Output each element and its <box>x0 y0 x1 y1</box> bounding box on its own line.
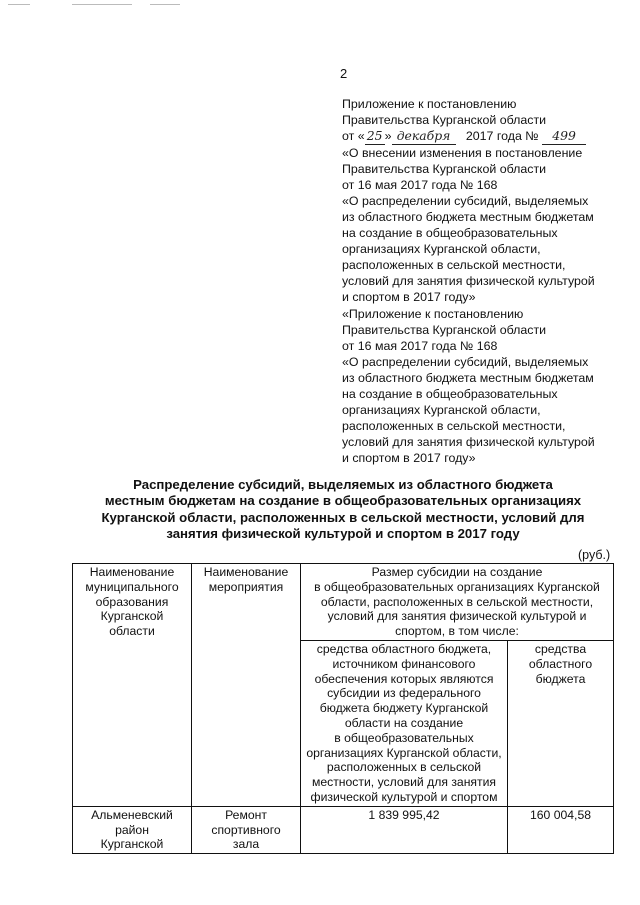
appendix-line: расположенных в сельской местности, <box>342 419 566 433</box>
appendix-line: «О внесении изменения в постановление <box>342 146 583 160</box>
handwritten-month: декабря <box>392 128 456 145</box>
appendix-line: расположенных в сельской местности, <box>342 258 566 272</box>
table-row <box>73 806 614 853</box>
table-header-row <box>73 564 614 641</box>
cell-federal-amount: 1 839 995,42 <box>301 806 508 853</box>
appendix-line: из областного бюджета местным бюджетам <box>342 371 594 385</box>
appendix-header-original <box>342 306 632 466</box>
appendix-line: Правительства Курганской области <box>342 323 547 337</box>
appendix-line: и спортом в 2017 году» <box>342 290 476 304</box>
appendix-line: и спортом в 2017 году» <box>342 451 476 465</box>
header-subsidy-size: Размер субсидии на создание в общеобразовательных организациях Курганской области, расположенных в сельской местности, условий для занятия физической культурой и спортом, в том числе: <box>301 564 614 641</box>
appendix-line: организациях Курганской области, <box>342 242 541 256</box>
document-title <box>60 477 626 543</box>
appendix-line: условий для занятия физической культурой <box>342 274 595 288</box>
appendix-line: от 16 мая 2017 года № 168 <box>342 178 498 192</box>
appendix-line: из областного бюджета местным бюджетам <box>342 210 594 224</box>
header-municipality: Наименование муниципального образования Курганской области <box>73 564 192 807</box>
currency-unit: (руб.) <box>578 548 611 562</box>
appendix-line: на создание в общеобразовательных <box>342 226 558 240</box>
appendix-line: Приложение к постановлению <box>342 97 517 111</box>
header-activity: Наименование мероприятия <box>192 564 301 807</box>
appendix-line: от 16 мая 2017 года № 168 <box>342 339 498 353</box>
appendix-date-line: от « 25 » декабря 2017 года № 499 <box>342 128 632 145</box>
scan-artifact <box>8 4 30 5</box>
scan-artifact <box>72 4 132 5</box>
subsidy-table <box>72 563 614 854</box>
header-regional-funds: средства областного бюджета <box>508 640 614 806</box>
handwritten-number: 499 <box>542 128 586 145</box>
appendix-line: организациях Курганской области, <box>342 403 541 417</box>
appendix-line: Правительства Курганской области <box>342 113 547 127</box>
header-federal-funds: средства областного бюджета, источником финансового обеспечения которых являются субсидии из федерального бюджета бюджету Курганской области на создание в общеобразовательных организациях Курганской области, расположенных в сельской местности, условий для занятия физической культурой и спортом <box>301 640 508 806</box>
title-line: занятия физической культурой и спортом в 2017 году <box>166 526 520 542</box>
appendix-line: «О распределении субсидий, выделяемых <box>342 355 589 369</box>
cell-municipality: Альменевский район Курганской <box>73 806 192 853</box>
page-number: 2 <box>340 66 348 81</box>
appendix-header-amendment <box>342 96 632 305</box>
appendix-line: условий для занятия физической культурой <box>342 435 595 449</box>
appendix-line: «Приложение к постановлению <box>342 307 524 321</box>
appendix-line: на создание в общеобразовательных <box>342 387 558 401</box>
scan-artifact <box>150 4 180 5</box>
appendix-line: Правительства Курганской области <box>342 162 547 176</box>
title-line: Курганской области, расположенных в сельской местности, условий для <box>101 509 585 525</box>
title-line: местным бюджетам на создание в общеобразовательных организациях <box>104 493 582 509</box>
cell-activity: Ремонт спортивного зала <box>192 806 301 853</box>
cell-regional-amount: 160 004,58 <box>508 806 614 853</box>
title-line: Распределение субсидий, выделяемых из областного бюджета <box>133 477 553 492</box>
appendix-line: «О распределении субсидий, выделяемых <box>342 194 589 208</box>
handwritten-day: 25 <box>365 128 385 145</box>
